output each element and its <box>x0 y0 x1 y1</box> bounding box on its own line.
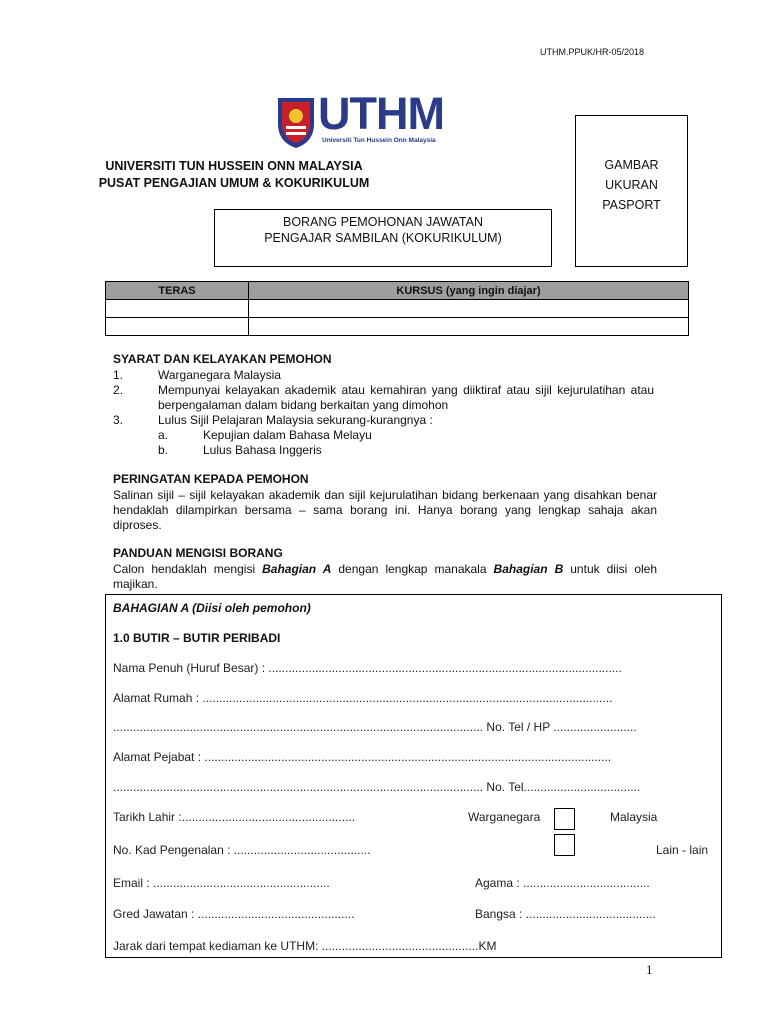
column-header-kursus: KURSUS (yang ingin diajar) <box>249 282 689 300</box>
requirements-title: SYARAT DAN KELAYAKAN PEMOHON <box>113 352 332 366</box>
guide-bahagian-b: Bahagian B <box>493 562 564 576</box>
guide-title: PANDUAN MENGISI BORANG <box>113 546 283 560</box>
distance-field[interactable]: Jarak dari tempat kediaman ke UTHM: ...............................................KM <box>113 939 497 953</box>
list-number: 2. <box>113 383 124 397</box>
section-a-subtitle: 1.0 BUTIR – BUTIR PERIBADI <box>113 631 281 645</box>
race-field[interactable]: Bangsa : ....................................... <box>475 907 656 921</box>
photo-label-line: GAMBAR <box>604 158 659 172</box>
warning-text: Salinan sijil – sijil kelayakan akademik dan sijil kejurulatihan bidang berkenaan yang disahkan benar hendaklah dilampirkan bersama – sama borang ini. Hanya borang yang lengkap sahaja akan diproses. <box>113 488 657 532</box>
photo-label-line: UKURAN <box>605 178 658 192</box>
home-address-field[interactable]: Alamat Rumah : ........................................................................................................................... <box>113 691 613 705</box>
document-code: UTHM.PPUK/HR-05/2018 <box>540 47 645 57</box>
guide-text-part: dengan lengkap manakala <box>331 562 494 576</box>
citizen-malaysia-label: Malaysia <box>610 810 658 824</box>
full-name-field[interactable]: Nama Penuh (Huruf Besar) : .......................................................................................................... <box>113 661 622 675</box>
section-a-title: BAHAGIAN A (Diisi oleh pemohon) <box>113 601 311 615</box>
sublist-letter: b. <box>158 443 169 457</box>
citizen-other-label: Lain - lain <box>656 843 709 857</box>
kursus-cell[interactable] <box>249 318 689 336</box>
citizenship-label: Warganegara <box>468 810 541 824</box>
guide-bahagian-a: Bahagian A <box>262 562 332 576</box>
column-header-teras: TERAS <box>106 282 249 300</box>
logo-subtitle: Universiti Tun Hussein Onn Malaysia <box>322 137 436 144</box>
form-title-line-2: PENGAJAR SAMBILAN (KOKURIKULUM) <box>264 231 502 245</box>
guide-text-part: untuk diisi oleh majikan. <box>113 562 658 591</box>
grade-field[interactable]: Gred Jawatan : ............................................... <box>113 907 355 921</box>
kursus-cell[interactable] <box>249 300 689 318</box>
uthm-crest-icon <box>276 94 316 150</box>
ic-number-field[interactable]: No. Kad Pengenalan : ......................................... <box>113 843 371 857</box>
warning-title: PERINGATAN KEPADA PEMOHON <box>113 472 309 486</box>
page-number: 1 <box>646 962 653 977</box>
office-address-field[interactable]: Alamat Pejabat : .......................................................................................................................... <box>113 750 612 764</box>
sublist-item: Lulus Bahasa Inggeris <box>203 443 322 457</box>
table-row <box>106 300 689 318</box>
section-a-box <box>105 594 722 958</box>
guide-text-part: Calon hendaklah mengisi <box>113 562 263 576</box>
table-row <box>106 318 689 336</box>
home-address-phone-field[interactable]: ............................................................................................................... No. Tel / HP ......................... <box>113 720 637 734</box>
course-table <box>105 281 689 336</box>
uthm-logo <box>276 88 462 150</box>
citizen-malaysia-checkbox[interactable] <box>554 808 575 830</box>
list-number: 1. <box>113 368 124 382</box>
office-address-phone-field[interactable]: ............................................................................................................... No. Tel................................... <box>113 780 641 794</box>
list-number: 3. <box>113 413 124 427</box>
teras-cell[interactable] <box>106 300 249 318</box>
email-field[interactable]: Email : ..................................................... <box>113 876 330 890</box>
sublist-item: Kepujian dalam Bahasa Melayu <box>203 428 372 442</box>
university-name: UNIVERSITI TUN HUSSEIN ONN MALAYSIA <box>105 159 363 173</box>
table-header-row <box>106 282 689 300</box>
citizen-other-checkbox[interactable] <box>554 834 575 856</box>
logo-wordmark: UTHM <box>318 88 444 139</box>
form-title-line-1: BORANG PEMOHONAN JAWATAN <box>282 215 483 229</box>
list-item: Lulus Sijil Pelajaran Malaysia sekurang-kurangnya : <box>158 413 433 427</box>
date-of-birth-field[interactable]: Tarikh Lahir :.................................................... <box>113 810 356 824</box>
guide-text <box>113 562 657 592</box>
list-item: Mempunyai kelayakan akademik atau kemahiran yang diiktiraf atau sijil kejurulatihan atau berpengalaman dalam bidang berkaitan yang dimohon <box>158 383 654 412</box>
list-item: Warganegara Malaysia <box>158 368 281 382</box>
religion-field[interactable]: Agama : ...................................... <box>475 876 650 890</box>
centre-name: PUSAT PENGAJIAN UMUM & KOKURIKULUM <box>98 176 370 190</box>
teras-cell[interactable] <box>106 318 249 336</box>
passport-photo-box[interactable] <box>575 115 688 267</box>
photo-label-line: PASPORT <box>602 198 661 212</box>
form-title-box <box>214 209 552 267</box>
sublist-letter: a. <box>158 428 169 442</box>
